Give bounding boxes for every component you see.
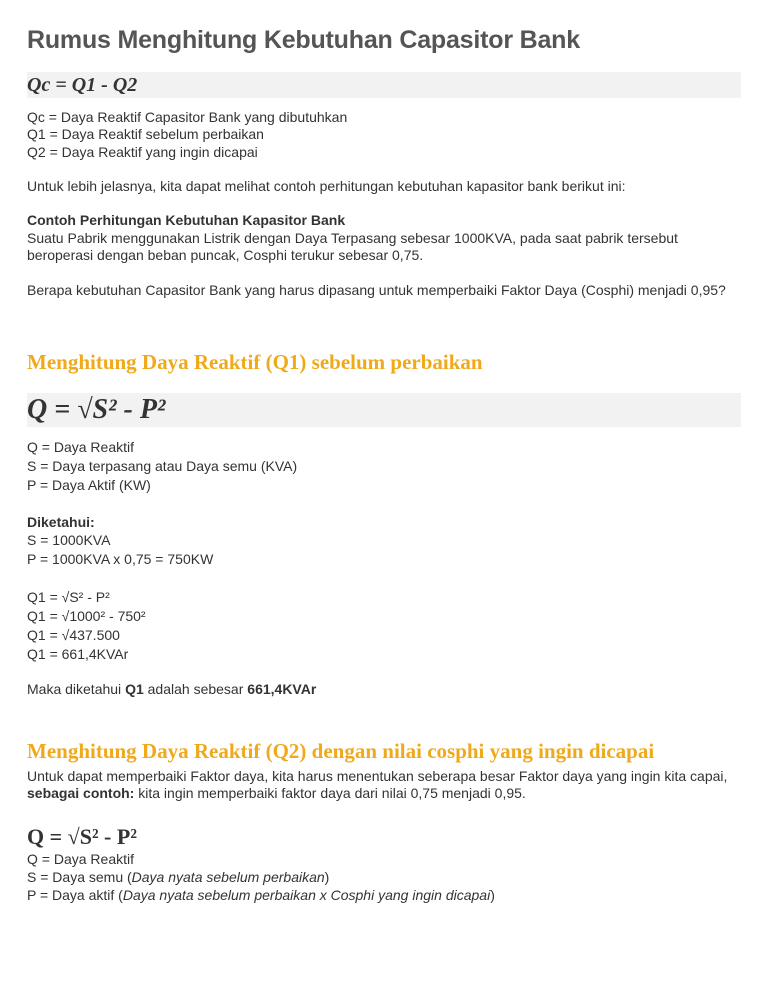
known-s: S = 1000KVA [27, 532, 111, 548]
known-label: Diketahui: [27, 514, 95, 530]
result-prefix: Maka diketahui [27, 681, 122, 697]
def-qc: Qc = Daya Reaktif Capasitor Bank yang dibutuhkan [27, 109, 348, 125]
result-value: 661,4KVAr [247, 681, 317, 697]
example-heading: Contoh Perhitungan Kebutuhan Kapasitor Bank [27, 212, 346, 228]
def3-p-prefix: P = Daya aktif ( [27, 887, 123, 903]
formula-q-large: Q = √S² - P² [27, 393, 741, 427]
page-title: Rumus Menghitung Kebutuhan Capasitor Bank [27, 26, 580, 54]
example-text: Suatu Pabrik menggunakan Listrik dengan Daya Terpasang sebesar 1000KVA, pada saat pabrik tersebut beroperasi dengan beban puncak, Cosphi terukur sebesar 0,75. [27, 230, 678, 263]
def2-q: Q = Daya Reaktif [27, 439, 134, 455]
def3-p [27, 887, 495, 904]
result-middle: adalah sebesar [147, 681, 244, 697]
section2-text [27, 768, 741, 802]
section2-text-part1: Untuk dapat memperbaiki Faktor daya, kita harus menentukan seberapa besar Faktor daya yang ingin kita capai, [27, 768, 728, 784]
def3-s [27, 869, 329, 886]
section2-text-bold: sebagai contoh: [27, 785, 135, 801]
def-q2: Q2 = Daya Reaktif yang ingin dicapai [27, 144, 258, 160]
def3-s-italic: Daya nyata sebelum perbaikan [131, 869, 325, 885]
def3-p-italic: Daya nyata sebelum perbaikan x Cosphi yang ingin dicapai [122, 887, 491, 903]
def3-q: Q = Daya Reaktif [27, 851, 134, 867]
calc-line-1: Q1 = √S² - P² [27, 589, 110, 605]
calc-line-4: Q1 = 661,4KVAr [27, 646, 129, 662]
def3-s-prefix: S = Daya semu ( [27, 869, 132, 885]
section2-text-part2: kita ingin memperbaiki faktor daya dari nilai 0,75 menjadi 0,95. [138, 785, 526, 801]
def3-s-suffix: ) [324, 869, 330, 885]
section2-heading: Menghitung Daya Reaktif (Q2) dengan nilai cosphi yang ingin dicapai [27, 739, 655, 763]
def2-s: S = Daya terpasang atau Daya semu (KVA) [27, 458, 298, 474]
def2-p: P = Daya Aktif (KW) [27, 477, 151, 493]
result-line [27, 681, 316, 698]
result-var: Q1 [125, 681, 144, 697]
def3-p-suffix: ) [490, 887, 495, 903]
formula-qc: Qc = Q1 - Q2 [27, 72, 741, 98]
formula-q-second: Q = √S² - P² [27, 824, 137, 849]
known-p: P = 1000KVA x 0,75 = 750KW [27, 551, 214, 567]
section1-heading: Menghitung Daya Reaktif (Q1) sebelum perbaikan [27, 350, 483, 374]
calc-line-2: Q1 = √1000² - 750² [27, 608, 146, 624]
intro-text: Untuk lebih jelasnya, kita dapat melihat contoh perhitungan kebutuhan kapasitor bank berikut ini: [27, 178, 626, 194]
calc-line-3: Q1 = √437.500 [27, 627, 120, 643]
def-q1: Q1 = Daya Reaktif sebelum perbaikan [27, 126, 264, 142]
question-text: Berapa kebutuhan Capasitor Bank yang harus dipasang untuk memperbaiki Faktor Daya (Cosphi) menjadi 0,95? [27, 282, 726, 298]
